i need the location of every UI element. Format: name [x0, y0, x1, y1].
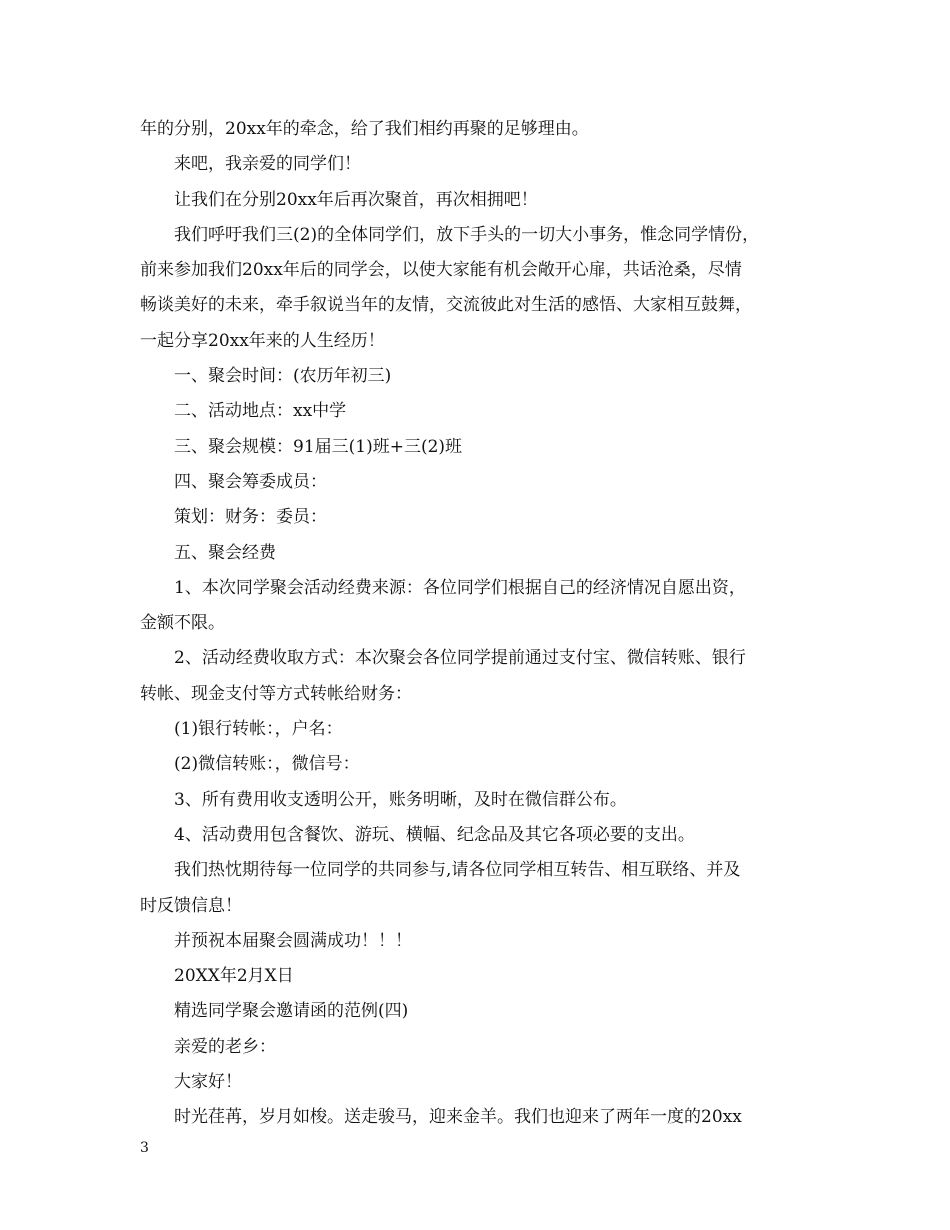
text-line: (2)微信转账：，微信号：: [174, 754, 360, 775]
text-line: 我们热忱期待每一位同学的共同参与,请各位同学相互转告、相互联络、并及: [174, 860, 741, 881]
text-line: 畅谈美好的未来，牵手叙说当年的友情，交流彼此对生活的感悟、大家相互鼓舞，: [140, 295, 752, 316]
text-line: 1、本次同学聚会活动经费来源：各位同学们根据自己的经济情况自愿出资，: [174, 577, 746, 598]
text-line: 时反馈信息！: [140, 895, 242, 916]
text-line: 我们呼吁我们三(2)的全体同学们，放下手头的一切大小事务，惟念同学情份，: [174, 224, 760, 245]
text-line: 让我们在分别20xx年后再次聚首，再次相拥吧！: [174, 189, 538, 210]
document-body: [140, 112, 830, 1136]
text-line: 大家好！: [174, 1072, 242, 1093]
page-number: 3: [140, 1140, 149, 1156]
text-line: 4、活动费用包含餐饮、游玩、横幅、纪念品及其它各项必要的支出。: [174, 824, 695, 845]
text-line: 3、所有费用收支透明公开，账务明晰，及时在微信群公布。: [174, 789, 627, 810]
text-line: 精选同学聚会邀请函的范例(四): [174, 1001, 409, 1022]
text-line: 四、聚会筹委成员：: [174, 471, 327, 492]
text-line: 亲爱的老乡：: [174, 1036, 276, 1057]
text-line: 并预祝本届聚会圆满成功！！！: [174, 930, 412, 951]
text-line: 2、活动经费收取方式：本次聚会各位同学提前通过支付宝、微信转账、银行: [174, 648, 746, 669]
text-line: 策划：财务：委员：: [174, 507, 327, 528]
text-line: 来吧，我亲爱的同学们！: [174, 154, 361, 175]
text-line: 三、聚会规模：91届三(1)班+三(2)班: [174, 436, 463, 457]
text-line: 20XX年2月X日: [174, 966, 294, 987]
text-line: 五、聚会经费: [174, 542, 276, 563]
text-line: 一、聚会时间：(农历年初三): [174, 366, 392, 387]
text-line: 前来参加我们20xx年后的同学会，以使大家能有机会敞开心扉，共话沧桑，尽情: [140, 260, 742, 281]
text-line: 一起分享20xx年来的人生经历！: [140, 330, 385, 351]
text-line: 二、活动地点：xx中学: [174, 401, 347, 422]
text-line: 转帐、现金支付等方式转帐给财务：: [140, 683, 412, 704]
text-line: 金额不限。: [140, 613, 225, 634]
text-line: 年的分别，20xx年的牵念，给了我们相约再聚的足够理由。: [140, 119, 589, 139]
text-line: 时光荏苒，岁月如梭。送走骏马，迎来金羊。我们也迎来了两年一度的20xx: [174, 1107, 742, 1128]
text-line: (1)银行转帐：，户名：: [174, 719, 343, 740]
